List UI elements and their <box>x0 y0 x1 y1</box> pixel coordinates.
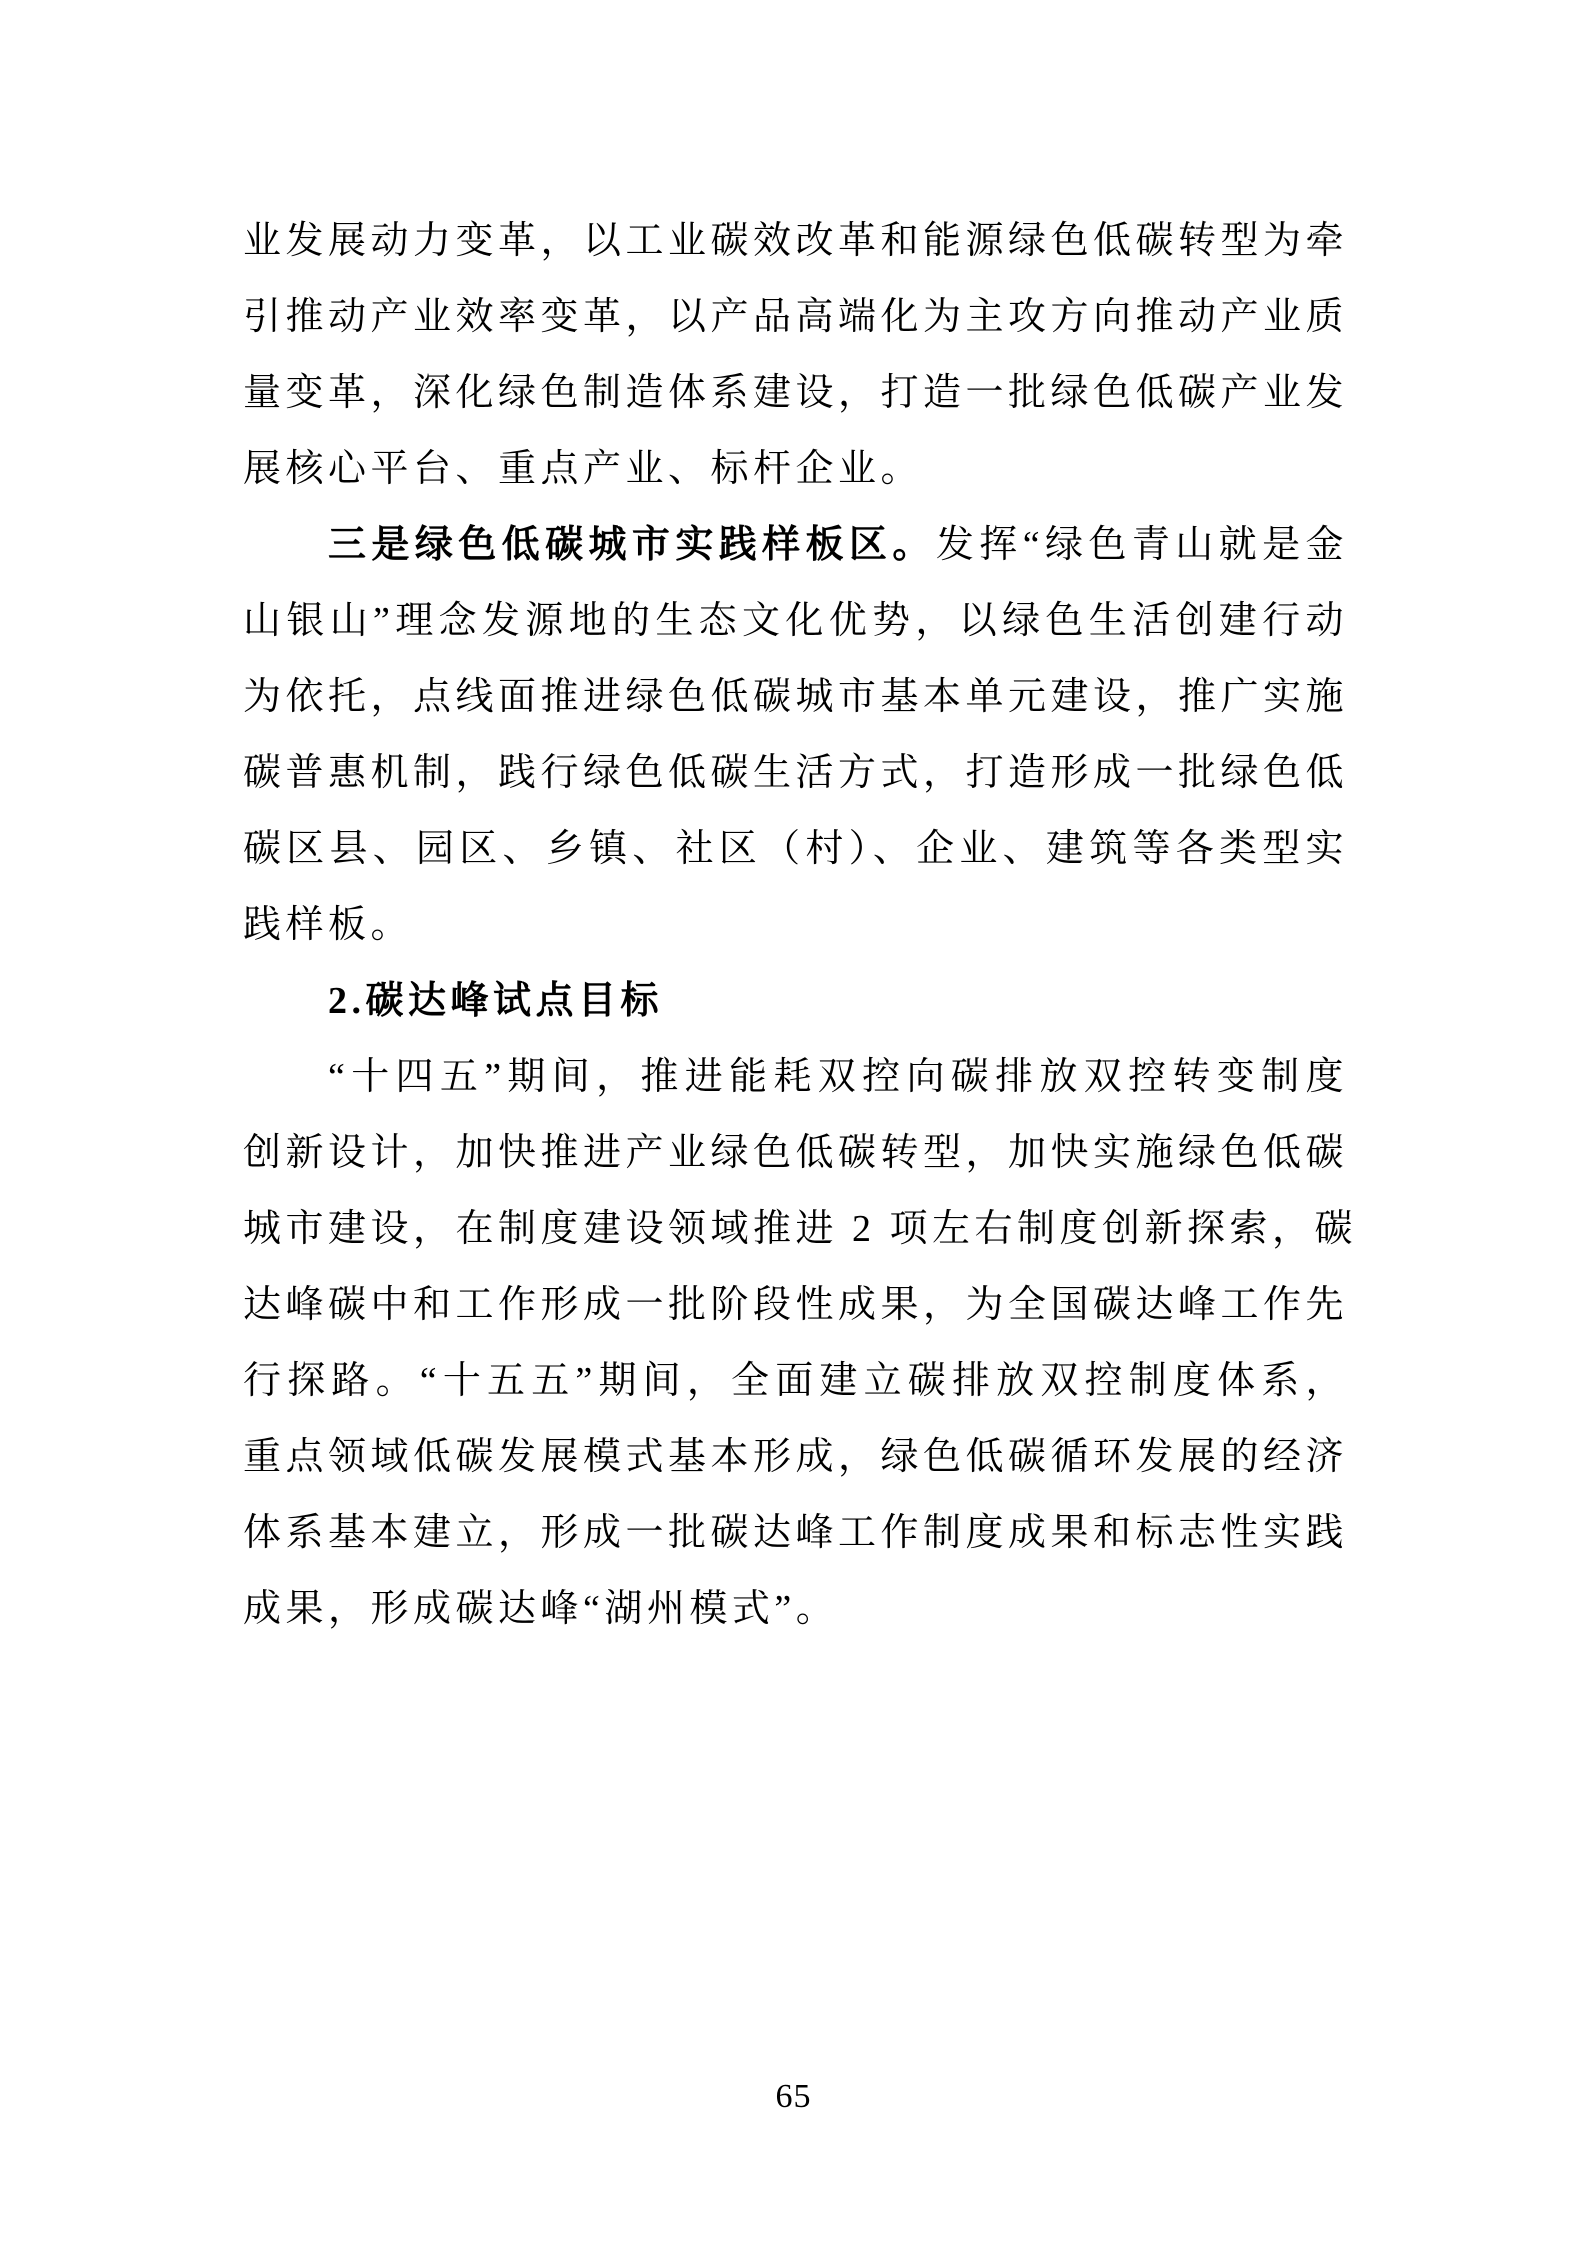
text-line: 重点领域低碳发展模式基本形成，绿色低碳循环发展的经济 <box>243 1436 1349 1478</box>
text-line: 创新设计，加快推进产业绿色低碳转型，加快实施绿色低碳 <box>243 1132 1349 1174</box>
text-line: 山银山”理念发源地的生态文化优势，以绿色生活创建行动 <box>243 600 1348 642</box>
text-line: “十四五”期间，推进能耗双控向碳排放双控转变制度 <box>328 1056 1348 1098</box>
text-line: 践样板。 <box>243 904 414 946</box>
text-line: 碳普惠机制，践行绿色低碳生活方式，打造形成一批绿色低 <box>243 752 1349 794</box>
document-body <box>243 203 1358 1647</box>
text-line-with-run-in-heading <box>243 507 1348 583</box>
page-number: 65 <box>775 2078 812 2115</box>
text-line: 量变革，深化绿色制造体系建设，打造一批绿色低碳产业发 <box>243 372 1349 414</box>
text-line: 城市建设，在制度建设领域推进 2 项左右制度创新探索，碳 <box>243 1208 1358 1250</box>
text-line: 碳区县、园区、乡镇、社区（村）、企业、建筑等各类型实 <box>243 828 1348 870</box>
text-line: 达峰碳中和工作形成一批阶段性成果，为全国碳达峰工作先 <box>243 1284 1349 1326</box>
section-heading: 2.碳达峰试点目标 <box>328 980 664 1022</box>
text-line: 行探路。“十五五”期间，全面建立碳排放双控制度体系， <box>243 1360 1348 1402</box>
text-line: 业发展动力变革，以工业碳效改革和能源绿色低碳转型为牵 <box>243 220 1349 262</box>
run-in-heading: 三是绿色低碳城市实践样板区。 <box>328 524 936 566</box>
text-line: 引推动产业效率变革，以产品高端化为主攻方向推动产业质 <box>243 296 1349 338</box>
text-line: 为依托，点线面推进绿色低碳城市基本单元建设，推广实施 <box>243 676 1349 718</box>
text-line: 展核心平台、重点产业、标杆企业。 <box>243 448 924 490</box>
text-segment: 发挥“绿色青山就是金 <box>935 524 1348 566</box>
text-line: 体系基本建立，形成一批碳达峰工作制度成果和标志性实践 <box>243 1512 1349 1554</box>
text-line: 成果，形成碳达峰“湖州模式”。 <box>243 1588 839 1630</box>
